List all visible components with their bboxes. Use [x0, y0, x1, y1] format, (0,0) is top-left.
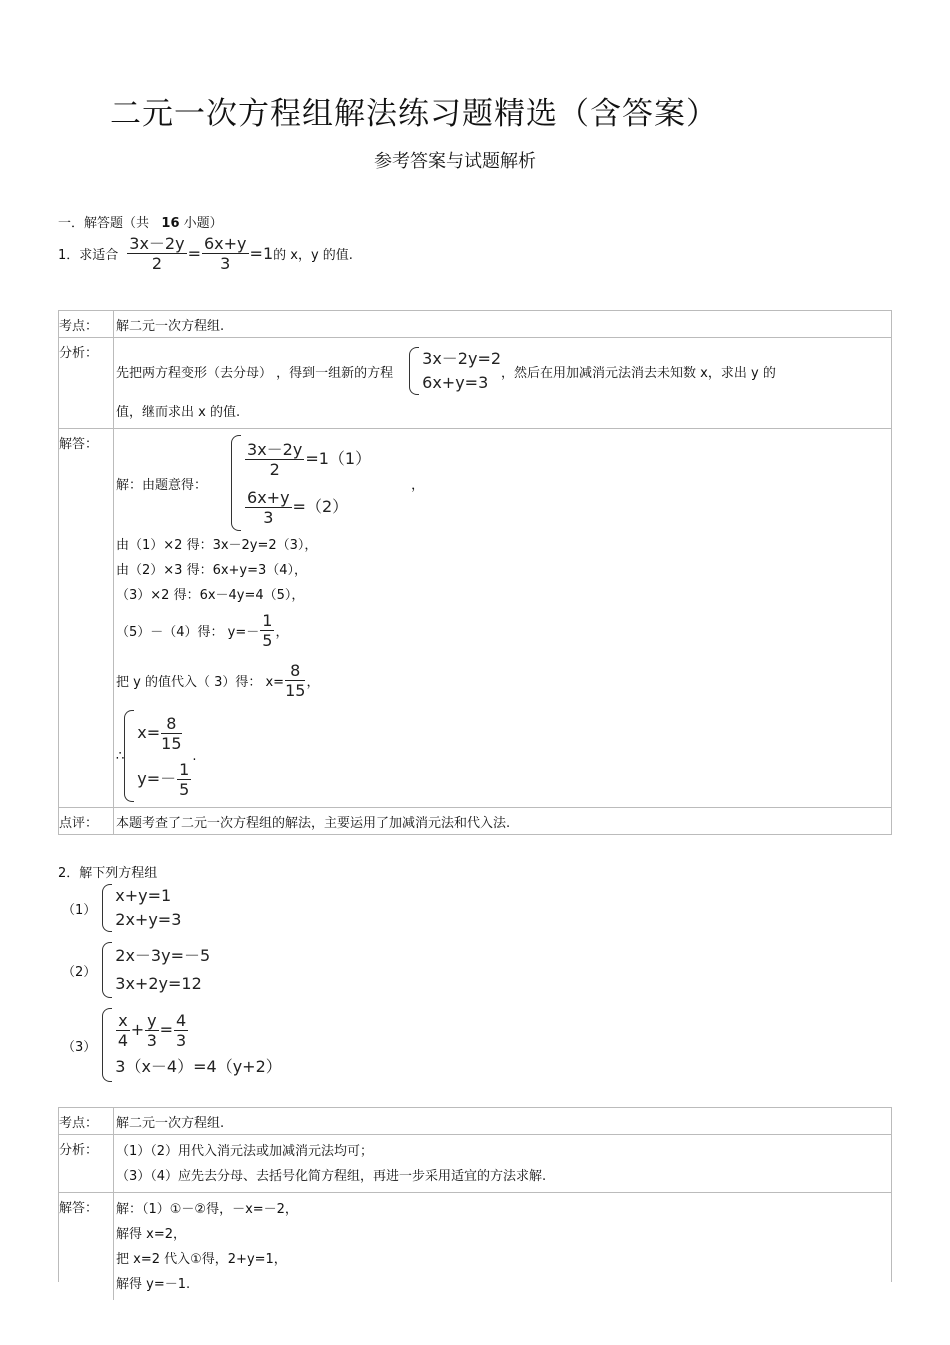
page-subtitle: 参考答案与试题解析 — [374, 151, 536, 172]
fenxi-system: 3x－2y=2 6x+y=3 — [409, 347, 501, 395]
result-system: x= $\frac{8}{15}$ y=－ $\frac{1}{5}$ — [124, 710, 192, 802]
jieda-system: $\frac{3x-2y}{2}$ =1（1） $\frac{6x+y}{3}$ =（2） — [231, 435, 371, 531]
section-heading: 一．解答题（共 16 小题） — [58, 216, 223, 231]
kaodian-row: 考点： 解二元一次方程组. — [59, 311, 891, 338]
fenxi-row: 分析： 先把两方程变形（去分母） ，得到一组新的方程 3x－2y=2 6x+y=3 ，然后在用加减消元法消去未知数 x，求出 y 的 值，继而求出 x 的值. — [59, 338, 891, 429]
fenxi-row-2: 分析： （1）（2）用代入消元法或加减消元法均可； （3）（4）应先去分母、去括号化简方程组，再进一步采用适宜的方法求解. — [59, 1135, 891, 1193]
question-2-part-1: （1） x+y=1 2x+y=3 — [62, 884, 181, 932]
question-2-part-3: （3） $\frac{x}{4}$ + $\frac{y}{3}$ = $\frac{4}{3}$ 3（x－4）=4（y+2） — [62, 1008, 282, 1082]
dianping-row: 点评： 本题考查了二元一次方程组的解法，主要运用了加减消元法和代入法. — [59, 808, 891, 834]
answer-table-1 — [58, 310, 892, 835]
question-2-heading: 2．解下列方程组 — [58, 866, 158, 881]
jieda-row: 解答： 解：由题意得： $\frac{3x-2y}{2}$ =1（1） $\frac{6x+y}{3}$ =（2） ， 由（1）×2 得：3x－2y=2（3）， 由（2）×3 得：6x+y=3（4）， （3）×2 得：6x－4y=4（5）， （5）－（4）得： y=－ $\frac{1}{5}$ ， 把 y 的值代入（ 3）得： x= $\frac{8}{15}$ ， ∴ x= $\frac{8}{15}$ y=－ $\frac{1}{5}$ . — [59, 429, 891, 808]
q1-fraction-2: $\frac{6x+y}{3}$ — [204, 234, 247, 273]
kaodian-row-2: 考点： 解二元一次方程组. — [59, 1108, 891, 1135]
q1-fraction-1: $\frac{3x-2y}{2}$ — [129, 234, 185, 273]
question-2-part-2: （2） 2x－3y=－5 3x+2y=12 — [62, 942, 210, 998]
jieda-row-2: 解答： 解：（1）①－②得，－x=－2， 解得 x=2， 把 x=2 代入①得，2+y=1， 解得 y=－1. — [59, 1193, 891, 1300]
question-1: 1．求适合 $\frac{3x-2y}{2}$ = $\frac{6x+y}{3}$ =1 的 x，y 的值. — [58, 234, 353, 273]
page-title: 二元一次方程组解法练习题精选（含答案） — [110, 96, 718, 132]
answer-table-2 — [58, 1107, 892, 1292]
